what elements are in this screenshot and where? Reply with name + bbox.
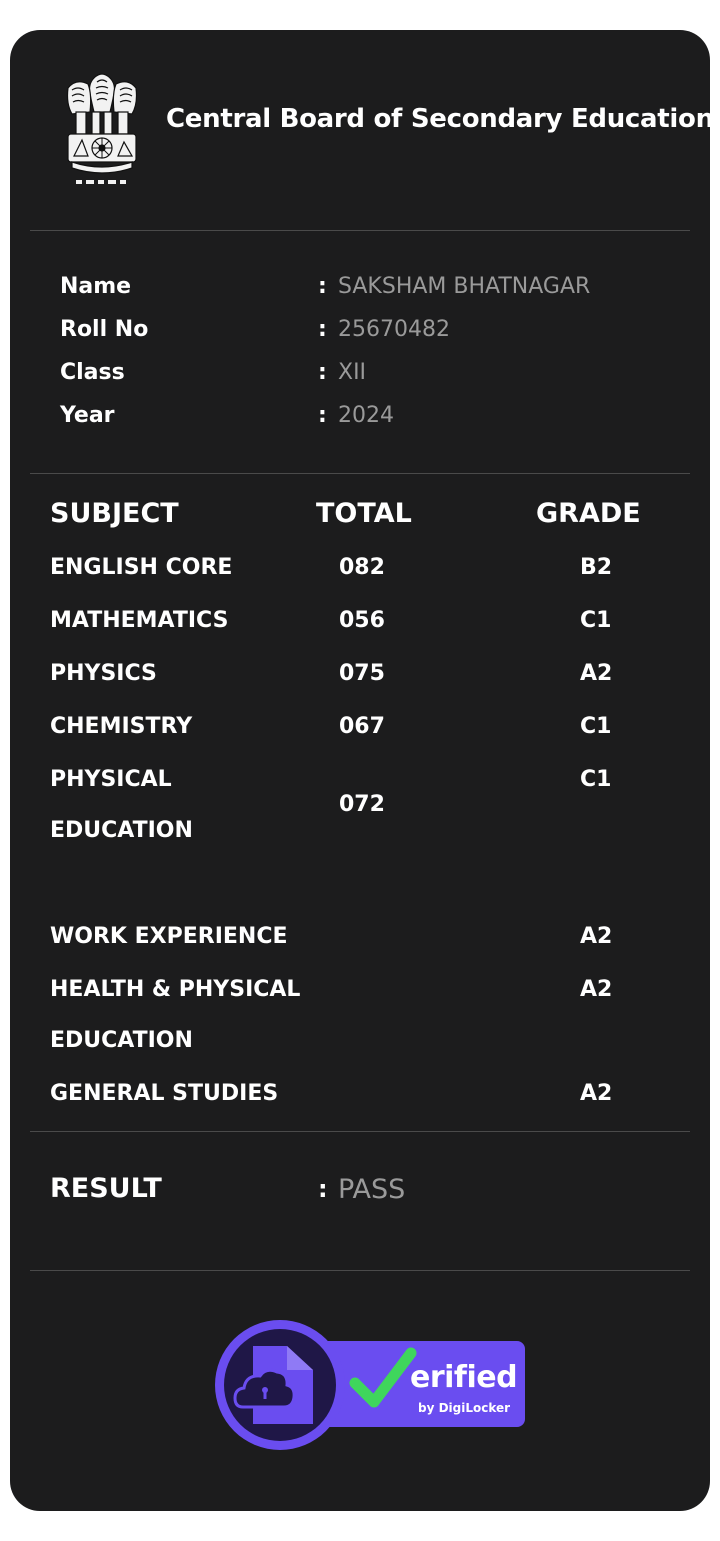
subject-grade: C1 xyxy=(580,767,612,792)
marksheet-card xyxy=(10,30,714,1511)
subject-name: GENERAL STUDIES xyxy=(50,1081,279,1106)
header-divider xyxy=(30,230,690,231)
result-label: RESULT xyxy=(50,1173,162,1204)
name-label: Name xyxy=(60,274,132,299)
subject-name: CHEMISTRY xyxy=(50,714,193,739)
roll-no-label: Roll No xyxy=(60,317,149,342)
subject-name: WORK EXPERIENCE xyxy=(50,924,288,949)
subject-total: 056 xyxy=(339,608,385,633)
subject-total: 072 xyxy=(339,792,385,817)
result-separator: : xyxy=(318,1175,328,1203)
subject-name: PHYSICS xyxy=(50,661,157,686)
subject-total: 075 xyxy=(339,661,385,686)
subject-name: ENGLISH CORE xyxy=(50,555,233,580)
subject-grade: C1 xyxy=(580,714,612,739)
subject-grade: B2 xyxy=(580,555,613,580)
table-divider xyxy=(30,1131,690,1132)
info-divider xyxy=(30,473,690,474)
roll-no-value: 25670482 xyxy=(338,317,450,342)
subject-name: PHYSICAL xyxy=(50,767,172,792)
result-divider xyxy=(30,1270,690,1271)
badge-digilocker-text: by DigiLocker xyxy=(418,1401,511,1415)
subject-name-line2: EDUCATION xyxy=(50,818,193,843)
class-value: XII xyxy=(338,360,367,385)
name-value: SAKSHAM BHATNAGAR xyxy=(338,274,591,299)
subject-grade: A2 xyxy=(580,924,613,949)
total-header: TOTAL xyxy=(316,498,412,529)
subject-grade: A2 xyxy=(580,1081,613,1106)
roll-no-separator: : xyxy=(318,317,327,342)
verified-badge xyxy=(215,1320,527,1450)
subject-grade: A2 xyxy=(580,977,613,1002)
badge-verified-text: erified xyxy=(410,1360,518,1395)
year-separator: : xyxy=(318,403,327,428)
class-label: Class xyxy=(60,360,125,385)
subject-grade: A2 xyxy=(580,661,613,686)
year-value: 2024 xyxy=(338,403,394,428)
subject-name-line2: EDUCATION xyxy=(50,1028,193,1053)
national-emblem-icon xyxy=(62,68,142,192)
grade-header: GRADE xyxy=(536,498,641,529)
subject-header: SUBJECT xyxy=(50,498,179,529)
board-title: Central Board of Secondary Education xyxy=(166,104,714,134)
result-value: PASS xyxy=(338,1174,406,1205)
year-label: Year xyxy=(60,403,115,428)
subject-total: 067 xyxy=(339,714,385,739)
name-separator: : xyxy=(318,274,327,299)
subject-name: HEALTH & PHYSICAL xyxy=(50,977,301,1002)
subject-total: 082 xyxy=(339,555,385,580)
class-separator: : xyxy=(318,360,327,385)
subject-name: MATHEMATICS xyxy=(50,608,229,633)
subject-grade: C1 xyxy=(580,608,612,633)
